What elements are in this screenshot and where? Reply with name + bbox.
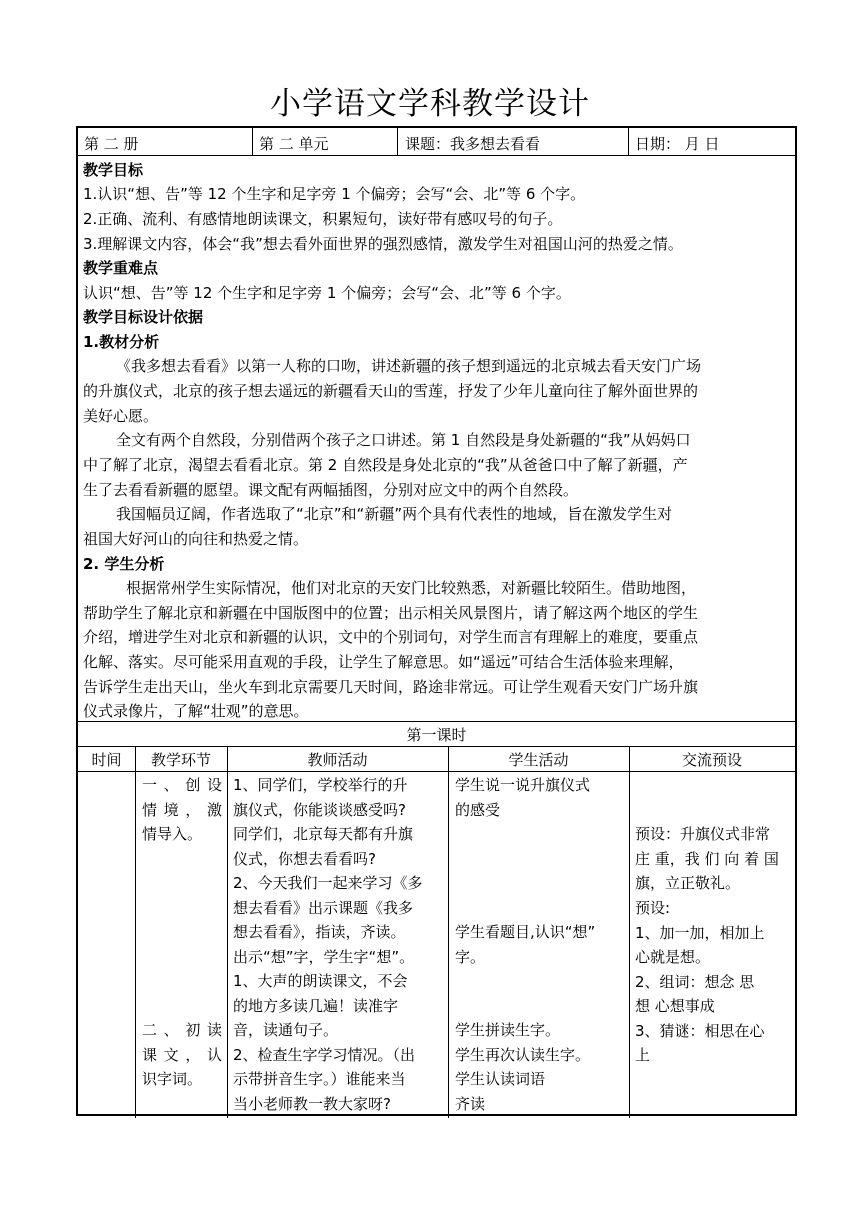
student-line: 学生拼读生字。 bbox=[455, 1021, 561, 1039]
objectives-heading: 教学目标 bbox=[83, 161, 144, 179]
paragraph-line: 帮助学生了解北京和新疆在中国版图中的位置；出示相关风景图片，请了解这两个地区的学生 bbox=[83, 604, 699, 622]
paragraph-line: 祖国大好河山的向往和热爱之情。 bbox=[83, 530, 309, 548]
material-heading: 1.教材分析 bbox=[83, 333, 160, 351]
column-header-time: 时间 bbox=[91, 751, 122, 769]
student-activity-cell bbox=[455, 773, 625, 822]
unit-cell: 第 二 单元 bbox=[259, 135, 329, 153]
preset-line: 3、猜谜：相思在心 bbox=[635, 1021, 765, 1040]
preset-line: 1、加一加，相加上 bbox=[635, 923, 765, 942]
basis-heading: 教学目标设计依据 bbox=[83, 308, 204, 326]
paragraph-line: 的升旗仪式，北京的孩子想去遥远的新疆看天山的雪莲，抒发了少年儿童向往了解外面世界的 bbox=[83, 382, 699, 400]
divider bbox=[78, 155, 795, 156]
paragraph-line: 美好心愿。 bbox=[83, 407, 159, 425]
preset-cell bbox=[635, 896, 790, 1068]
paragraph-line: 全文有两个自然段，分别借两个孩子之口讲述。第 1 自然段是身处新疆的“我”从妈妈口 bbox=[116, 431, 691, 449]
stage-line: 识字词。 bbox=[142, 1070, 203, 1088]
paragraph-line: 介绍，增进学生对北京和新疆的认识，文中的个别词句，对学生而言有理解上的难度，要重点 bbox=[83, 628, 699, 646]
lesson-plan-table bbox=[76, 126, 797, 1116]
divider bbox=[628, 128, 629, 155]
teacher-line: 示带拼音生字。）谁能来当 bbox=[233, 1070, 406, 1088]
paragraph-line: 仪式录像片，了解“壮观”的意思。 bbox=[83, 702, 309, 720]
column-header-teacher: 教师活动 bbox=[307, 751, 368, 769]
column-header-stage: 教学环节 bbox=[150, 751, 211, 769]
preset-cell bbox=[635, 822, 790, 896]
page-title: 小学语文学科教学设计 bbox=[270, 86, 590, 122]
divider bbox=[397, 128, 398, 155]
column-header-student: 学生活动 bbox=[508, 751, 569, 769]
student-activity-cell bbox=[455, 920, 625, 969]
student-line: 学生再次认读生字。 bbox=[455, 1045, 591, 1064]
divider bbox=[252, 128, 253, 155]
divider bbox=[227, 746, 228, 1118]
stage-cell bbox=[142, 1018, 222, 1092]
student-line: 齐读 bbox=[455, 1094, 486, 1113]
teacher-line: 旗仪式，你能谈谈感受吗? bbox=[233, 800, 406, 819]
stage-line: 二、初读 bbox=[142, 1021, 222, 1039]
teacher-line: 想去看看》出示课题《我多 bbox=[233, 898, 414, 917]
divider bbox=[78, 721, 795, 722]
paragraph-line: 根据常州学生实际情况，他们对北京的天安门比较熟悉，对新疆比较陌生。借助地图， bbox=[126, 579, 697, 597]
teacher-line: 当小老师教一教大家呀? bbox=[233, 1094, 391, 1113]
objective-item: 1.认识“想、告”等 12 个生字和足字旁 1 个偏旁；会写“会、北”等 6 个字。 bbox=[83, 185, 586, 203]
preset-line: 心就是想。 bbox=[635, 948, 711, 966]
stage-line: 一、创设 bbox=[142, 776, 222, 794]
teacher-line: 的地方多读几遍！读准字 bbox=[233, 996, 399, 1015]
date-cell: 日期： 月 日 bbox=[635, 135, 720, 153]
student-line: 字。 bbox=[455, 947, 486, 966]
student-line: 的感受 bbox=[455, 800, 501, 819]
teacher-line: 仪式，你想去看看吗? bbox=[233, 849, 376, 868]
teacher-line: 音，读通句子。 bbox=[233, 1021, 339, 1039]
preset-line: 想 心想事成 bbox=[635, 997, 715, 1015]
objective-item: 3.理解课文内容，体会“我”想去看外面世界的强烈感情，激发学生对祖国山河的热爱之情。 bbox=[83, 235, 683, 253]
key-points-text: 认识“想、告”等 12 个生字和足字旁 1 个偏旁；会写“会、北”等 6 个字。 bbox=[83, 284, 571, 302]
paragraph-line: 告诉学生走出天山，坐火车到北京需要几天时间，路途非常远。可让学生观看天安门广场升旗 bbox=[83, 678, 699, 696]
preset-line: 上 bbox=[635, 1046, 651, 1064]
student-line: 学生认读词语 bbox=[455, 1070, 546, 1088]
paragraph-line: 中了解了北京，渴望去看看北京。第 2 自然段是身处北京的“我”从爸爸口中了解了新疆，产 bbox=[83, 456, 688, 474]
paragraph-line: 生了去看看新疆的愿望。课文配有两幅插图，分别对应文中的两个自然段。 bbox=[83, 481, 579, 499]
stage-cell bbox=[142, 773, 222, 847]
student-activity-cell bbox=[455, 1018, 625, 1116]
book-cell: 第 二 册 bbox=[84, 135, 139, 153]
lesson-title: 第一课时 bbox=[406, 726, 467, 744]
objective-item: 2.正确、流利、有感情地朗读课文，积累短句，读好带有感叹号的句子。 bbox=[83, 210, 563, 228]
key-points-heading: 教学重难点 bbox=[83, 259, 159, 277]
column-header-preset: 交流预设 bbox=[681, 751, 742, 769]
divider bbox=[629, 746, 630, 1118]
teacher-line: 想去看看》，指读，齐读。 bbox=[233, 923, 406, 941]
preset-line: 庄 重，我 们 向 着 国 bbox=[635, 849, 779, 868]
teacher-line: 同学们，北京每天都有升旗 bbox=[233, 825, 414, 843]
preset-line: 旗，立正敬礼。 bbox=[635, 874, 741, 892]
divider bbox=[78, 746, 795, 747]
paragraph-line: 化解、落实。尽可能采用直观的手段，让学生了解意思。如“遥远”可结合生活体验来理解， bbox=[83, 653, 684, 671]
divider bbox=[78, 771, 795, 772]
teacher-activity-cell bbox=[233, 773, 443, 1116]
teacher-line: 2、今天我们一起来学习《多 bbox=[233, 874, 423, 892]
paragraph-line: 我国幅员辽阔，作者选取了“北京”和“新疆”两个具有代表性的地域，旨在激发学生对 bbox=[116, 505, 673, 523]
divider bbox=[135, 746, 136, 1118]
preset-line: 预设: bbox=[635, 899, 671, 917]
paragraph-line: 《我多想去看看》以第一人称的口吻，讲述新疆的孩子想到遥远的北京城去看天安门广场 bbox=[116, 357, 702, 375]
divider bbox=[448, 746, 449, 1118]
topic-cell: 课题：我多想去看看 bbox=[405, 135, 541, 153]
teacher-line: 1、大声的朗读课文，不会 bbox=[233, 972, 408, 990]
stage-line: 情导入。 bbox=[142, 825, 203, 843]
preset-line: 预设：升旗仪式非常 bbox=[635, 825, 771, 843]
teacher-line: 2、检查生字学习情况。（出 bbox=[233, 1045, 416, 1064]
student-line: 学生说一说升旗仪式 bbox=[455, 776, 591, 794]
stage-line: 情境，激 bbox=[142, 800, 222, 819]
teacher-line: 出示“想”字，学生字“想”。 bbox=[233, 947, 415, 966]
students-heading: 2. 学生分析 bbox=[83, 555, 165, 573]
preset-line: 2、组词：想念 思 bbox=[635, 972, 755, 991]
stage-line: 课文，认 bbox=[142, 1045, 222, 1064]
teacher-line: 1、同学们，学校举行的升 bbox=[233, 776, 408, 794]
student-line: 学生看题目,认识“想” bbox=[455, 923, 596, 941]
